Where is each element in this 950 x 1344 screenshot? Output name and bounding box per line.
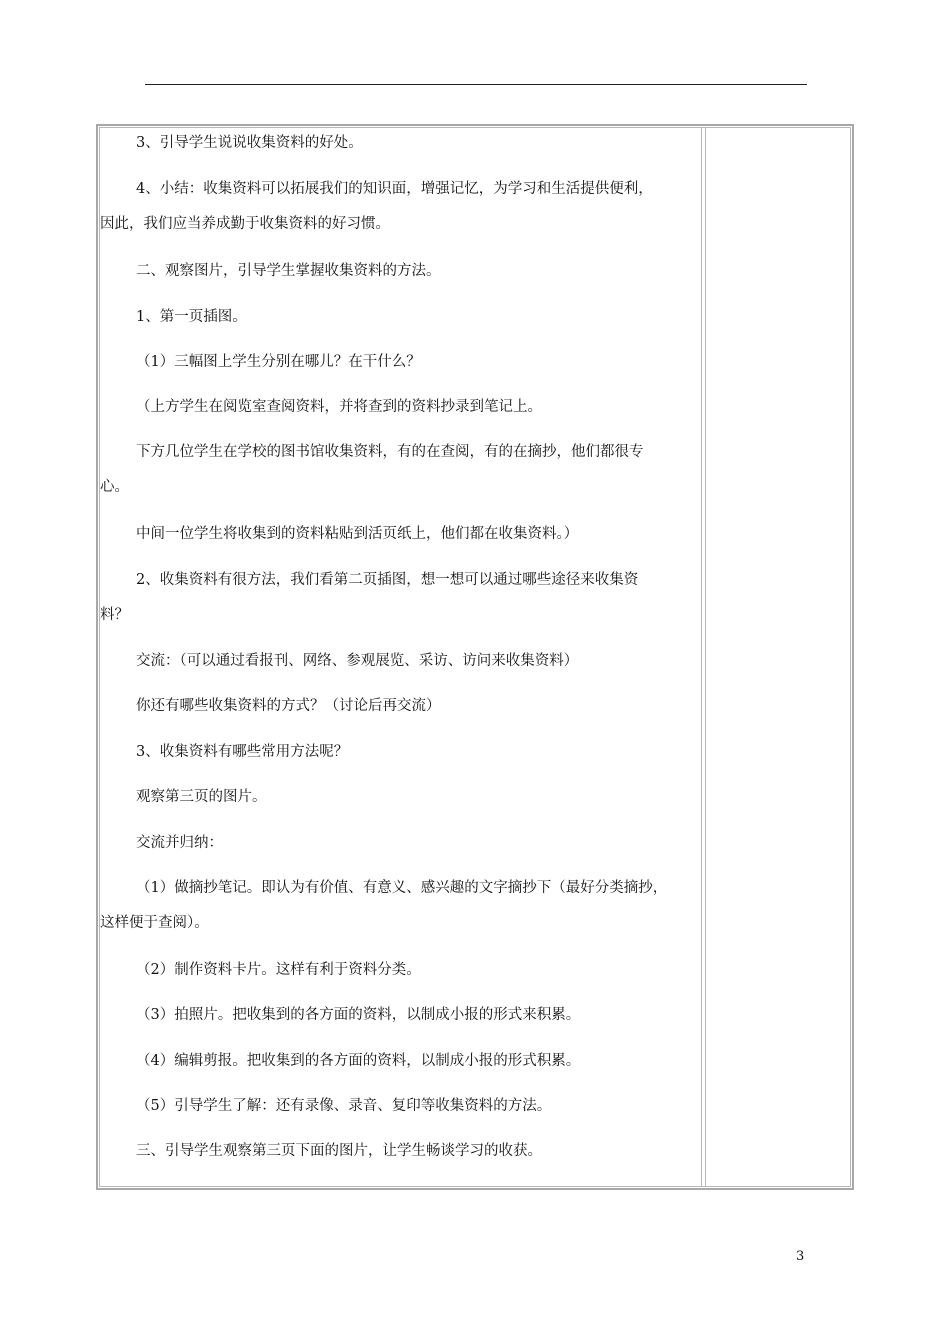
paragraph-line: 这样便于查阅）。: [100, 915, 209, 931]
paragraph-line: 中间一位学生将收集到的资料粘贴到活页纸上，他们都在收集资料。）: [136, 526, 579, 542]
paragraph-line: （2）制作资料卡片。这样有利于资料分类。: [136, 962, 421, 978]
paragraph-line: 因此，我们应当养成勤于收集资料的好习惯。: [100, 216, 390, 232]
paragraph-line: （5）引导学生了解：还有录像、录音、复印等收集资料的方法。: [136, 1098, 552, 1114]
paragraph-line: （上方学生在阅览室查阅资料，并将查到的资料抄录到笔记上。: [136, 399, 542, 415]
paragraph-line: 心。: [100, 479, 129, 495]
paragraph-line: 交流并归纳：: [136, 835, 223, 851]
paragraph-line: 观察第三页的图片。: [136, 789, 267, 805]
paragraph-line: （4）编辑剪报。把收集到的各方面的资料，以制成小报的形式积累。: [136, 1053, 581, 1069]
paragraph-line: 2、收集资料有很方法，我们看第二页插图，想一想可以通过哪些途径来收集资: [136, 572, 639, 588]
paragraph-line: 1、第一页插图。: [136, 309, 247, 325]
paragraph-line: 下方几位学生在学校的图书馆收集资料，有的在查阅，有的在摘抄，他们都很专: [136, 444, 644, 460]
paragraph-line: 料？: [100, 607, 129, 623]
paragraph-line: （1）三幅图上学生分别在哪儿？在干什么？: [136, 354, 421, 370]
paragraph-line: 三、引导学生观察第三页下面的图片，让学生畅谈学习的收获。: [136, 1143, 542, 1159]
page-number: 3: [796, 1249, 805, 1264]
paragraph-line: 4、小结：收集资料可以拓展我们的知识面，增强记忆，为学习和生活提供便利，: [136, 181, 653, 197]
paragraph-line: 3、引导学生说说收集资料的好处。: [136, 135, 363, 151]
paragraph-line: 你还有哪些收集资料的方式？（讨论后再交流）: [136, 698, 441, 714]
header-rule: [145, 84, 807, 85]
table-column-divider: [701, 127, 706, 1187]
paragraph-line: （3）拍照片。把收集到的各方面的资料，以制成小报的形式来积累。: [136, 1007, 581, 1023]
paragraph-line: 二、观察图片，引导学生掌握收集资料的方法。: [136, 263, 441, 279]
paragraph-line: （1）做摘抄笔记。即认为有价值、有意义、感兴趣的文字摘抄下（最好分类摘抄，: [136, 880, 668, 896]
paragraph-line: 交流：（可以通过看报刊、网络、参观展览、采访、访问来收集资料）: [136, 653, 579, 669]
paragraph-line: 3、收集资料有哪些常用方法呢？: [136, 744, 349, 760]
